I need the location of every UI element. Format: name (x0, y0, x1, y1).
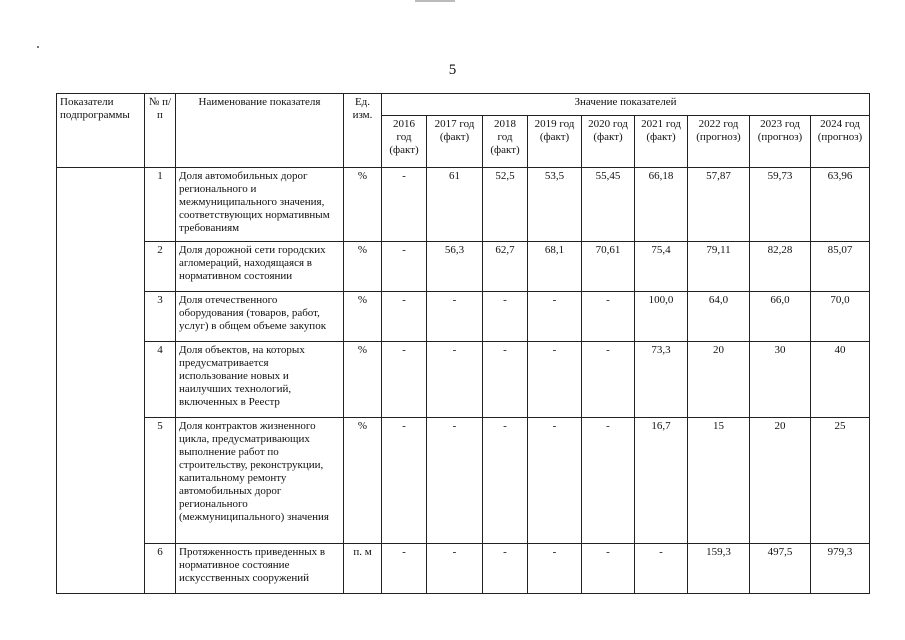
header-unit: Ед. изм. (344, 94, 382, 168)
row-value: 159,3 (688, 544, 750, 594)
row-value: 55,45 (582, 168, 635, 242)
header-year: 2016 год (факт) (382, 116, 427, 168)
row-unit: % (344, 242, 382, 292)
row-num: 1 (145, 168, 176, 242)
table-row (57, 544, 870, 594)
row-name: Доля дорожной сети городских агломераций, находящаяся в нормативном состоянии (176, 242, 344, 292)
page-number: 5 (448, 62, 457, 78)
header-year: 2020 год (факт) (582, 116, 635, 168)
row-unit: % (344, 168, 382, 242)
row-name: Доля автомобильных дорог регионального и межмуниципального значения, соответствующих нормативным требованиям (176, 168, 344, 242)
row-value: - (582, 544, 635, 594)
row-value: 20 (750, 418, 811, 544)
header-year: 2018 год (факт) (483, 116, 528, 168)
row-value: 62,7 (483, 242, 528, 292)
row-value: - (483, 544, 528, 594)
row-value: 100,0 (635, 292, 688, 342)
row-num: 6 (145, 544, 176, 594)
row-value: 25 (811, 418, 870, 544)
row-value: - (582, 342, 635, 418)
header-num: № п/п (145, 94, 176, 168)
row-value: 57,87 (688, 168, 750, 242)
row-value: - (582, 418, 635, 544)
table-row (57, 168, 870, 242)
subprogram-cell (57, 168, 145, 594)
header-year: 2024 год (прогноз) (811, 116, 870, 168)
row-value: 16,7 (635, 418, 688, 544)
header-values-group: Значение показателей (382, 94, 870, 116)
indicators-table (56, 93, 870, 594)
header-subprogram: Показатели подпрограммы (57, 94, 145, 168)
row-value: - (382, 544, 427, 594)
row-value: 497,5 (750, 544, 811, 594)
row-value: - (582, 292, 635, 342)
row-value: 79,11 (688, 242, 750, 292)
row-num: 4 (145, 342, 176, 418)
row-value: - (382, 342, 427, 418)
row-value: - (427, 342, 483, 418)
scan-artifact (415, 0, 455, 2)
row-value: 82,28 (750, 242, 811, 292)
header-year: 2019 год (факт) (528, 116, 582, 168)
row-value: 53,5 (528, 168, 582, 242)
row-unit: % (344, 342, 382, 418)
row-value: 64,0 (688, 292, 750, 342)
row-value: 56,3 (427, 242, 483, 292)
row-unit: % (344, 418, 382, 544)
table-row (57, 292, 870, 342)
row-value: 40 (811, 342, 870, 418)
header-year: 2021 год (факт) (635, 116, 688, 168)
row-name: Доля отечественного оборудования (товаров, работ, услуг) в общем объеме закупок (176, 292, 344, 342)
row-value: - (528, 418, 582, 544)
header-year: 2017 год (факт) (427, 116, 483, 168)
row-value: - (528, 292, 582, 342)
row-value: - (635, 544, 688, 594)
row-value: 75,4 (635, 242, 688, 292)
row-value: 63,96 (811, 168, 870, 242)
row-name: Доля объектов, на которых предусматривается использование новых и наилучших технологий, включенных в Реестр (176, 342, 344, 418)
row-value: - (382, 242, 427, 292)
header-year: 2023 год (прогноз) (750, 116, 811, 168)
scan-speck (37, 46, 39, 48)
row-value: 66,0 (750, 292, 811, 342)
row-value: - (427, 292, 483, 342)
row-unit: % (344, 292, 382, 342)
row-name: Протяженность приведенных в нормативное состояние искусственных сооружений (176, 544, 344, 594)
row-value: - (427, 544, 483, 594)
row-value: 70,0 (811, 292, 870, 342)
row-value: - (483, 292, 528, 342)
row-value: 70,61 (582, 242, 635, 292)
row-value: - (528, 544, 582, 594)
row-value: - (528, 342, 582, 418)
row-value: 30 (750, 342, 811, 418)
row-value: 85,07 (811, 242, 870, 292)
row-value: - (382, 292, 427, 342)
row-value: 61 (427, 168, 483, 242)
row-num: 5 (145, 418, 176, 544)
row-value: 59,73 (750, 168, 811, 242)
table-row (57, 418, 870, 544)
header-name: Наименование показателя (176, 94, 344, 168)
row-value: 15 (688, 418, 750, 544)
table-row (57, 242, 870, 292)
row-value: 52,5 (483, 168, 528, 242)
row-value: - (382, 418, 427, 544)
row-value: 20 (688, 342, 750, 418)
row-value: - (483, 342, 528, 418)
row-value: - (427, 418, 483, 544)
row-num: 2 (145, 242, 176, 292)
row-value: 66,18 (635, 168, 688, 242)
row-value: 73,3 (635, 342, 688, 418)
row-value: - (483, 418, 528, 544)
row-value: 979,3 (811, 544, 870, 594)
row-num: 3 (145, 292, 176, 342)
header-year: 2022 год (прогноз) (688, 116, 750, 168)
table-row (57, 342, 870, 418)
row-name: Доля контрактов жизненного цикла, предусматривающих выполнение работ по строительству, реконструкции, капитальному ремонту автомобильных дорог регионального (межмуниципального) значения (176, 418, 344, 544)
row-value: - (382, 168, 427, 242)
row-unit: п. м (344, 544, 382, 594)
row-value: 68,1 (528, 242, 582, 292)
